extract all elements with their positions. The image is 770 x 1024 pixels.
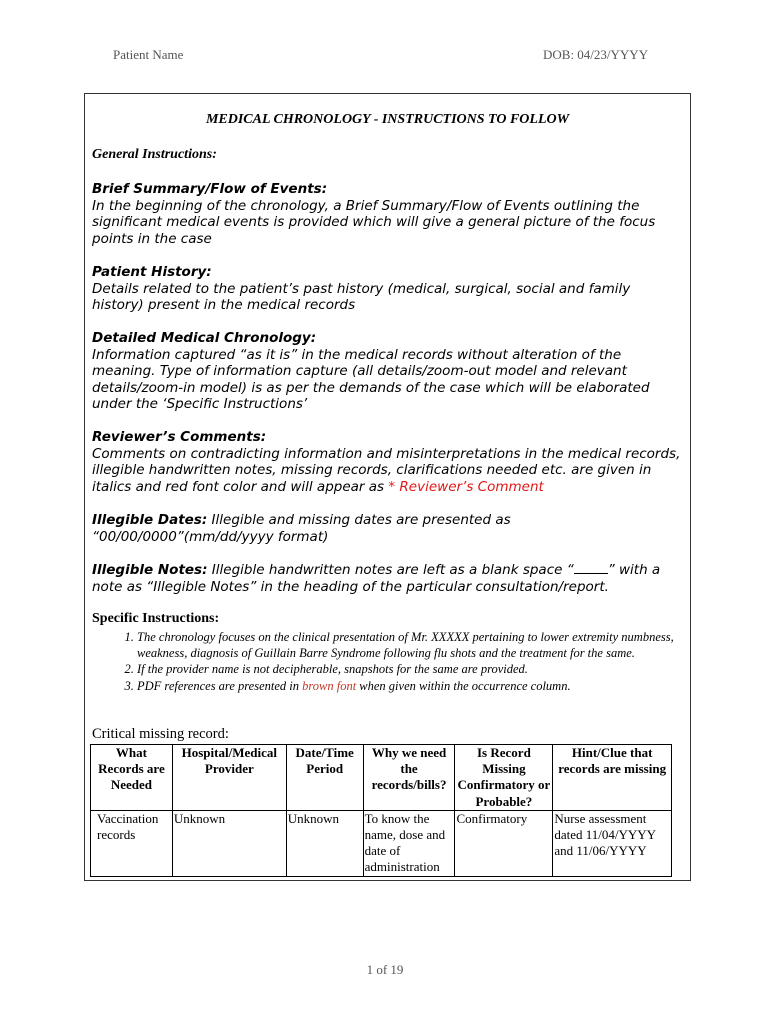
- dob: DOB: 04/23/YYYY: [543, 47, 649, 62]
- cell-provider: Unknown: [172, 810, 286, 876]
- brief-summary-heading: Brief Summary/Flow of Events:: [92, 181, 328, 197]
- illegible-dates-text: Illegible and missing dates are presented as “00/00/0000”(mm/dd/yyyy format): [92, 512, 511, 545]
- blank-space: [574, 561, 608, 574]
- specific-instructions-heading: Specific Instructions:: [92, 611, 220, 626]
- col-why-needed: Why we need the records/bills?: [363, 745, 455, 811]
- reviewer-comments-section: [92, 429, 682, 495]
- instructions-box: [84, 93, 691, 881]
- list-item: 1. The chronology focuses on the clinical presentation of Mr. XXXXX pertaining to lower extremity numbness, weakness, diagnosis of Guillain Barre Syndrome following flu shots and the treatment for the same.: [137, 629, 722, 661]
- reviewer-comments-body: [92, 446, 682, 496]
- col-what-records: What Records are Needed: [91, 745, 173, 811]
- illegible-dates-heading: Illegible Dates:: [92, 512, 208, 528]
- item3-text-after: when given within the occurrence column.: [356, 678, 571, 693]
- reviewer-comments-text: Comments on contradicting information and misinterpretations in the medical records, illegible handwritten notes, missing records, clarifications needed etc. are given in italics and red font color and will appear as: [92, 445, 681, 495]
- table-header-row: [91, 745, 672, 811]
- patient-history-text: Details related to the patient’s past history (medical, surgical, social and family history) present in the medical records: [92, 280, 631, 314]
- list-item: [137, 678, 722, 694]
- cell-what-records: Vaccination records: [91, 810, 173, 876]
- cell-date-period: Unknown: [286, 810, 363, 876]
- col-missing-status: Is Record Missing Confirmatory or Probable?: [455, 745, 553, 811]
- brown-font-sample: brown font: [302, 678, 357, 693]
- reviewer-comments-heading: Reviewer’s Comments:: [92, 429, 267, 445]
- illegible-notes-section: [92, 561, 682, 595]
- table-row: [91, 810, 672, 876]
- general-instructions-heading: General Instructions:: [92, 147, 217, 162]
- cell-missing-status: Confirmatory: [455, 810, 553, 876]
- detailed-chronology-section: [92, 330, 682, 413]
- page-number: 1 of 19: [366, 962, 404, 977]
- item3-text-before: PDF references are presented in: [137, 678, 303, 693]
- document-title: MEDICAL CHRONOLOGY - INSTRUCTIONS TO FOLLOW: [205, 112, 570, 127]
- illegible-dates-section: [92, 512, 682, 545]
- cell-hint: Nurse assessment dated 11/04/YYYY and 11/06/YYYY: [553, 810, 672, 876]
- patient-name: Patient Name: [113, 47, 184, 62]
- col-provider: Hospital/Medical Provider: [172, 745, 286, 811]
- cell-why-needed: To know the name, dose and date of administration: [363, 810, 455, 876]
- patient-history-section: [92, 264, 682, 314]
- detailed-chronology-text: Information captured “as it is” in the medical records without alteration of the meaning. Type of information capture (all details/zoom-out model and relevant details/zoom-in model) is as per the demands of the case which will be elaborated under the ‘Specific Instructions’: [92, 346, 650, 413]
- critical-missing-label: Critical missing record:: [92, 726, 229, 742]
- brief-summary-section: [92, 181, 682, 247]
- col-hint: Hint/Clue that records are missing: [553, 745, 672, 811]
- illegible-notes-text-after: ” with a note as “Illegible Notes” in the heading of the particular consultation/report.: [92, 562, 661, 595]
- reviewer-comment-sample: * Reviewer’s Comment: [388, 478, 544, 495]
- specific-instructions-list: [92, 629, 722, 694]
- patient-history-heading: Patient History:: [92, 264, 212, 280]
- list-item: 2. If the provider name is not decipherable, snapshots for the same are provided.: [137, 661, 722, 677]
- critical-records-table: [90, 744, 672, 877]
- illegible-notes-text-before: Illegible handwritten notes are left as a blank space “: [207, 562, 574, 578]
- illegible-notes-heading: Illegible Notes:: [92, 562, 208, 578]
- col-date-period: Date/Time Period: [286, 745, 363, 811]
- brief-summary-text: In the beginning of the chronology, a Brief Summary/Flow of Events outlining the significant medical events is provided which will give a general picture of the focus points in the case: [92, 197, 656, 247]
- detailed-chronology-heading: Detailed Medical Chronology:: [92, 330, 317, 346]
